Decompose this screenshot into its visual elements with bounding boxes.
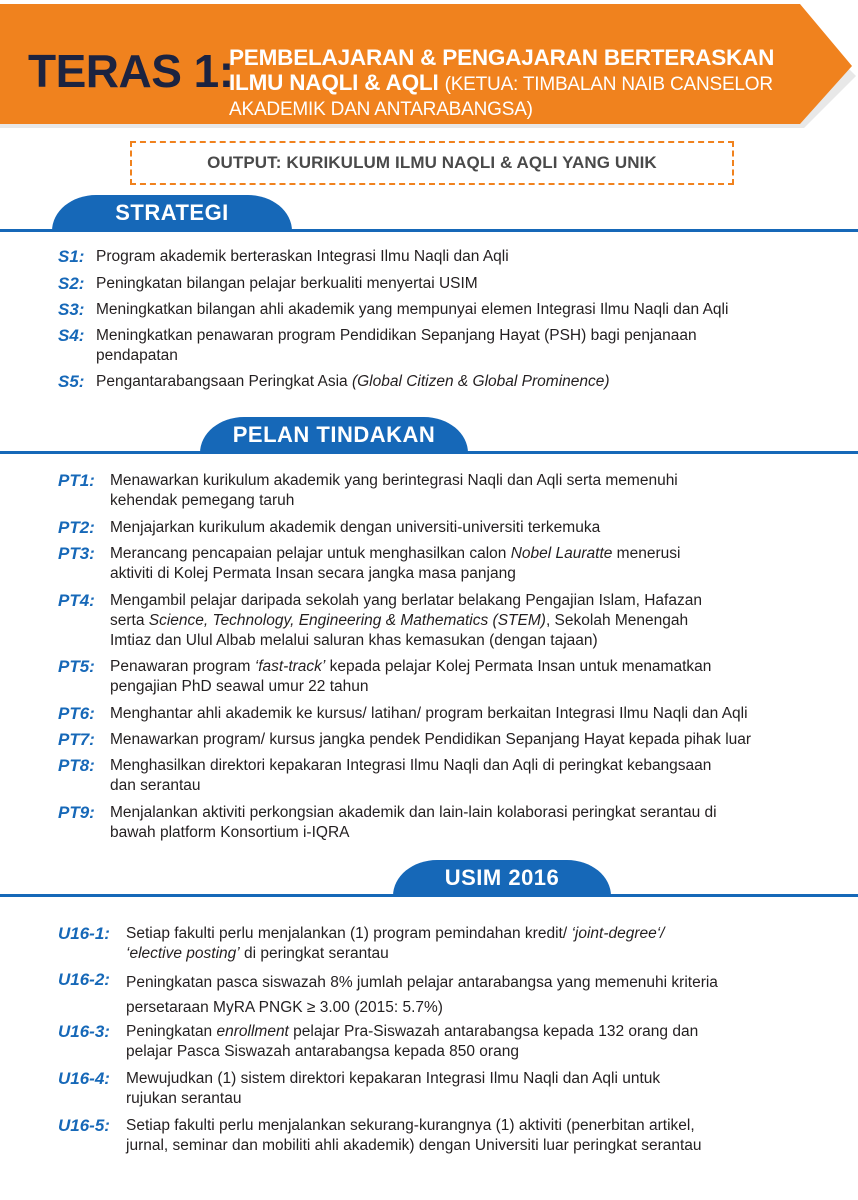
- list-item: [58, 274, 478, 294]
- banner-title-ketua: (KETUA: TIMBALAN NAIB CANSELOR: [444, 74, 773, 95]
- item-code: S5:: [58, 372, 85, 391]
- item-text: Menjajarkan kurikulum akademik dengan universiti-universiti terkemuka: [110, 519, 601, 536]
- item-text-line: Mengambil pelajar daripada sekolah yang berlatar belakang Pengajian Islam, Hafazan: [110, 592, 702, 609]
- list-item: [58, 544, 680, 584]
- banner-title-line1: PEMBELAJARAN & PENGAJARAN BERTERASKAN: [229, 45, 775, 70]
- item-code: PT5:: [58, 657, 95, 676]
- item-code: PT4:: [58, 591, 95, 610]
- item-text-line: pengajian PhD seawal umur 22 tahun: [110, 678, 369, 695]
- item-text-line: Peningkatan pasca siswazah 8% jumlah pelajar antarabangsa yang memenuhi kriteria: [126, 974, 718, 991]
- item-text: Peningkatan bilangan pelajar berkualiti menyertai USIM: [96, 275, 478, 292]
- banner-title-line3: AKADEMIK DAN ANTARABANGSA): [229, 99, 533, 120]
- item-text: [126, 1069, 660, 1109]
- item-text: [96, 326, 697, 366]
- list-item: [58, 1069, 660, 1109]
- item-text: Menghantar ahli akademik ke kursus/ latihan/ program berkaitan Integrasi Ilmu Naqli dan Aqli: [110, 705, 748, 722]
- item-code: S2:: [58, 274, 85, 293]
- item-text: [110, 803, 717, 843]
- item-text-italic: (Global Citizen & Global Prominence): [351, 373, 610, 390]
- item-text-line: Penawaran program: [110, 658, 255, 675]
- item-code: PT1:: [58, 471, 95, 490]
- item-text-line: Meningkatkan penawaran program Pendidikan Sepanjang Hayat (PSH) bagi penjanaan: [96, 327, 697, 344]
- item-text: [126, 924, 665, 964]
- item-code: U16-2:: [58, 970, 110, 989]
- list-item: [58, 924, 665, 964]
- list-item: [58, 471, 678, 511]
- list-item: [58, 372, 610, 392]
- item-code: PT3:: [58, 544, 95, 563]
- item-text-line: Peningkatan: [126, 1023, 217, 1040]
- item-text-italic: ‘fast-track’: [254, 658, 326, 675]
- item-text: Menawarkan program/ kursus jangka pendek Pendidikan Sepanjang Hayat kepada pihak luar: [110, 731, 752, 748]
- item-text-italic: Science, Technology, Engineering & Mathematics (STEM): [148, 612, 546, 629]
- list-item: [58, 591, 702, 651]
- item-text: [126, 970, 718, 1020]
- item-code: PT7:: [58, 730, 95, 749]
- item-text: [110, 756, 711, 796]
- item-text-line: Pengantarabangsaan Peringkat Asia: [96, 373, 348, 390]
- banner-title-line2: [229, 70, 809, 97]
- item-text-italic: Nobel Lauratte: [510, 545, 613, 562]
- header-banner: [0, 0, 858, 140]
- item-text-line: kepada pelajar Kolej Permata Insan untuk menamatkan: [325, 658, 712, 675]
- item-text-line: Setiap fakulti perlu menjalankan sekurang-kurangnya (1) aktiviti (penerbitan artikel,: [126, 1117, 695, 1134]
- item-text: [126, 1022, 698, 1062]
- list-item: [58, 803, 717, 843]
- strategi-divider: [0, 229, 858, 232]
- output-box: OUTPUT: KURIKULUM ILMU NAQLI & AQLI YANG UNIK: [130, 141, 734, 185]
- banner-title: [229, 45, 809, 122]
- item-text-line: Mewujudkan (1) sistem direktori kepakaran Integrasi Ilmu Naqli dan Aqli untuk: [126, 1070, 661, 1087]
- item-text: [110, 657, 711, 697]
- item-code: U16-5:: [58, 1116, 110, 1135]
- item-text: [96, 372, 610, 392]
- item-text-line: Imtiaz dan Ulul Albab melalui saluran khas kemasukan (dengan tajaan): [110, 632, 598, 649]
- item-text-line: Setiap fakulti perlu menjalankan (1) program pemindahan kredit/: [126, 925, 572, 942]
- item-text-line: Menghasilkan direktori kepakaran Integrasi Ilmu Naqli dan Aqli di peringkat kebangsaan: [110, 757, 712, 774]
- item-code: S1:: [58, 247, 85, 266]
- item-text: Meningkatkan bilangan ahli akademik yang mempunyai elemen Integrasi Ilmu Naqli dan Aqli: [96, 301, 729, 318]
- item-text-line: serta: [110, 612, 149, 629]
- item-code: U16-1:: [58, 924, 110, 943]
- banner-title-bold: ILMU NAQLI & AQLI: [229, 70, 439, 95]
- list-item: [58, 1116, 702, 1156]
- item-text: Program akademik berteraskan Integrasi Ilmu Naqli dan Aqli: [96, 248, 509, 265]
- list-item: [58, 300, 728, 320]
- item-text-line: jurnal, seminar dan mobiliti ahli akademik) dengan Universiti luar peringkat serantau: [126, 1137, 702, 1154]
- strategi-tab: STRATEGI: [52, 195, 292, 231]
- item-text-line: pelajar Pra-Siswazah antarabangsa kepada 132 orang dan: [288, 1023, 699, 1040]
- item-text-line: rujukan serantau: [126, 1090, 242, 1107]
- item-text: [126, 1116, 702, 1156]
- item-text-italic: ‘joint-degree‘/: [571, 925, 665, 942]
- item-text-line: pendapatan: [96, 347, 178, 364]
- list-item: [58, 657, 711, 697]
- pelan-divider: [0, 451, 858, 454]
- item-code: PT6:: [58, 704, 95, 723]
- item-code: S4:: [58, 326, 85, 345]
- teras-label: TERAS 1:: [28, 45, 234, 97]
- item-text-line: persetaraan MyRA PNGK ≥ 3.00 (2015: 5.7%): [126, 999, 443, 1016]
- item-text-line: Menawarkan kurikulum akademik yang berintegrasi Naqli dan Aqli serta memenuhi: [110, 472, 678, 489]
- item-text-line: dan serantau: [110, 777, 201, 794]
- list-item: [58, 518, 600, 538]
- item-text-line: , Sekolah Menengah: [545, 612, 689, 629]
- item-code: PT9:: [58, 803, 95, 822]
- item-text-line: menerusi: [612, 545, 681, 562]
- item-text-line: aktiviti di Kolej Permata Insan secara jangka masa panjang: [110, 565, 516, 582]
- item-code: S3:: [58, 300, 85, 319]
- item-text-line: pelajar Pasca Siswazah antarabangsa kepada 850 orang: [126, 1043, 519, 1060]
- list-item: [58, 704, 748, 724]
- list-item: [58, 756, 711, 796]
- item-code: PT2:: [58, 518, 95, 537]
- item-text-italic: enrollment: [216, 1023, 289, 1040]
- pelan-tab: PELAN TINDAKAN: [200, 417, 468, 453]
- item-text: [110, 591, 702, 651]
- item-text-italic: ‘elective posting’: [126, 945, 240, 962]
- item-code: U16-4:: [58, 1069, 110, 1088]
- list-item: [58, 247, 509, 267]
- usim-divider: [0, 894, 858, 897]
- item-text-line: bawah platform Konsortium i-IQRA: [110, 824, 350, 841]
- item-text: [110, 544, 680, 584]
- item-text-line: di peringkat serantau: [239, 945, 389, 962]
- item-text-line: Merancang pencapaian pelajar untuk menghasilkan calon: [110, 545, 511, 562]
- usim-tab: USIM 2016: [393, 860, 611, 896]
- item-code: U16-3:: [58, 1022, 110, 1041]
- item-text: [110, 471, 678, 511]
- list-item: [58, 326, 697, 366]
- item-text-line: kehendak pemegang taruh: [110, 492, 295, 509]
- item-text-line: Menjalankan aktiviti perkongsian akademik dan lain-lain kolaborasi peringkat serantau di: [110, 804, 717, 821]
- list-item: [58, 1022, 698, 1062]
- list-item: [58, 730, 751, 750]
- list-item: [58, 970, 718, 1020]
- item-code: PT8:: [58, 756, 95, 775]
